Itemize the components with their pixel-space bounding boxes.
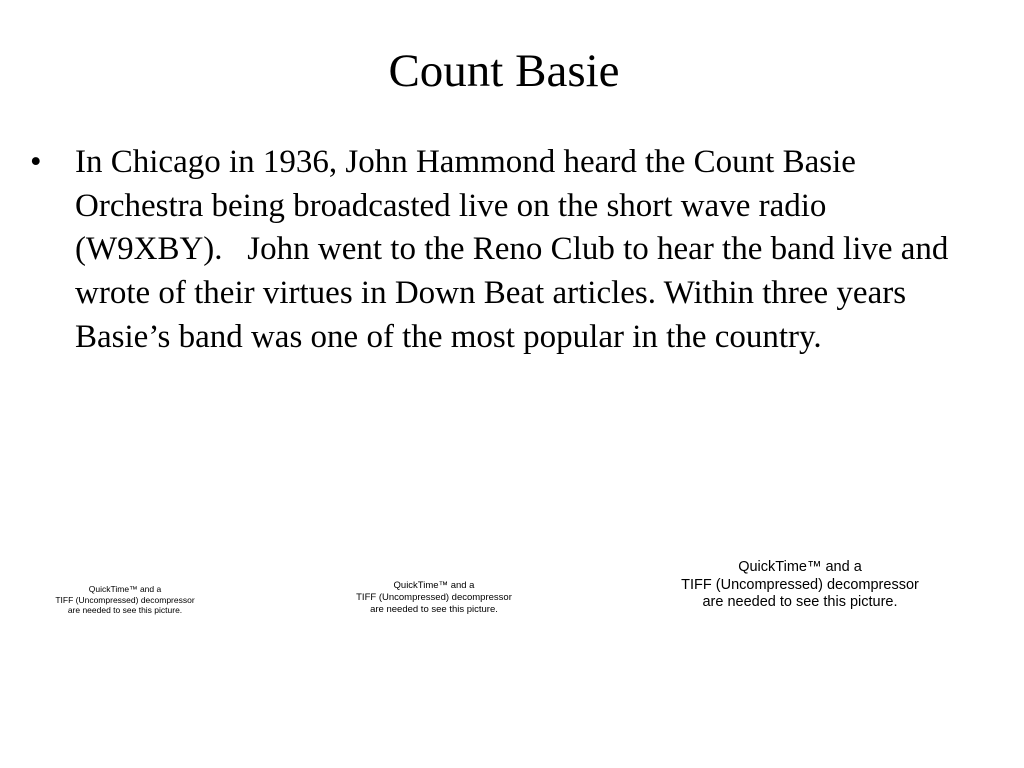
image-placeholder bbox=[340, 580, 528, 616]
image-placeholder bbox=[40, 584, 210, 616]
placeholder-line: TIFF (Uncompressed) decompressor bbox=[681, 576, 919, 593]
placeholder-line: QuickTime™ and a bbox=[393, 580, 475, 591]
bullet-marker: • bbox=[30, 144, 42, 180]
bullet-item bbox=[30, 141, 980, 360]
placeholder-line: TIFF (Uncompressed) decompressor bbox=[356, 592, 512, 603]
slide-title: Count Basie bbox=[388, 45, 620, 97]
bullet-list bbox=[30, 141, 980, 360]
placeholder-line: are needed to see this picture. bbox=[370, 604, 498, 615]
placeholder-line: TIFF (Uncompressed) decompressor bbox=[55, 594, 195, 605]
image-placeholder bbox=[655, 559, 945, 612]
placeholder-line: QuickTime™ and a bbox=[88, 584, 162, 594]
placeholder-line: are needed to see this picture. bbox=[702, 594, 898, 610]
placeholder-line: QuickTime™ and a bbox=[738, 559, 862, 575]
placeholder-line: are needed to see this picture. bbox=[67, 605, 183, 615]
bullet-text: In Chicago in 1936, John Hammond heard the Count Basie Orchestra being broadcasted live on the short wave radio (W9XBY). John went to the Reno Club to hear the band live and wrote of their virtues in Down Beat articles. Within three years Basie’s band was one of the most popular in the country. bbox=[75, 144, 957, 355]
